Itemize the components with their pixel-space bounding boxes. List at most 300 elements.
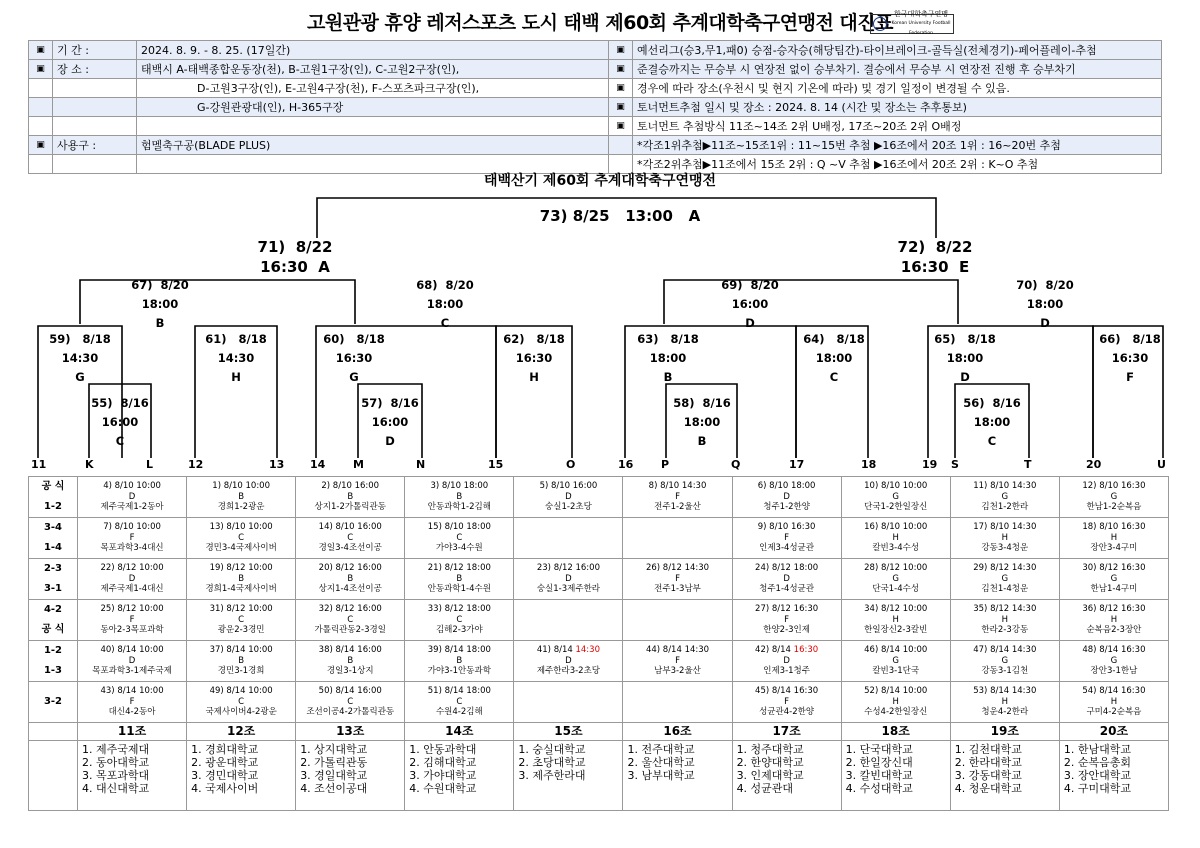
round-label-text: 1-3 — [43, 665, 63, 676]
match-cell — [1059, 641, 1168, 682]
slot-label: O — [566, 458, 576, 471]
match-info: 46) 8/14 10:00 — [864, 645, 928, 656]
match-teams: 청주1-4성균관 — [759, 584, 815, 595]
match-teams: 장안3-4구미 — [1090, 543, 1138, 554]
match-teams: 안동과학1-4수원 — [427, 584, 491, 595]
match-64-label: 64) 8/18 18:00 C — [803, 332, 865, 384]
match-teams: 강동3-1김천 — [981, 666, 1029, 677]
match-info: 53) 8/14 14:30 — [973, 686, 1037, 697]
match-teams: 조선이공4-2가톨릭관동 — [306, 707, 395, 718]
match-cell — [78, 682, 187, 723]
match-venue: H — [1110, 532, 1118, 543]
match-venue: B — [347, 491, 354, 502]
group-teams — [514, 741, 623, 811]
match-venue: F — [129, 696, 135, 707]
match-teams: 경일3-4조선이공 — [318, 543, 382, 554]
match-57-label: 57) 8/16 16:00 D — [361, 396, 419, 448]
match-time-highlight: 16:30 — [793, 645, 819, 656]
team-name: 2. 가톨릭관동 — [300, 756, 368, 769]
match-venue: F — [129, 614, 135, 625]
slot-label: T — [1024, 458, 1032, 471]
match-58-label: 58) 8/16 18:00 B — [673, 396, 731, 448]
match-56-label: 56) 8/16 18:00 C — [963, 396, 1021, 448]
team-name: 2. 한일장신대 — [845, 756, 913, 769]
match-teams: 장안3-1한남 — [1090, 666, 1138, 677]
match-teams: 칼빈3-4수성 — [872, 543, 920, 554]
match-cell — [1059, 600, 1168, 641]
group-header: 19조 — [950, 723, 1059, 741]
match-cell — [78, 477, 187, 518]
match-venue: D — [565, 491, 572, 502]
group-teams — [623, 741, 732, 811]
match-teams: 단국1-2한일장신 — [864, 502, 928, 513]
team-name: 1. 김천대학교 — [954, 743, 1022, 756]
round-label — [29, 682, 78, 723]
group-header: 16조 — [623, 723, 732, 741]
round-label-text: 4-2 — [43, 604, 63, 615]
match-cell — [732, 477, 841, 518]
match-cell — [514, 559, 623, 600]
match-info: 7) 8/10 10:00 — [103, 522, 161, 533]
match-cell — [732, 600, 841, 641]
match-cell — [405, 518, 514, 559]
match-info: 9) 8/10 16:30 — [757, 522, 816, 533]
team-name: 2. 초당대학교 — [518, 756, 586, 769]
match-cell — [1059, 559, 1168, 600]
match-number-date: 41) 8/14 — [536, 645, 576, 656]
match-teams: 수원4-2김해 — [435, 707, 483, 718]
match-cell — [296, 682, 405, 723]
team-name: 1. 상지대학교 — [300, 743, 368, 756]
match-teams: 칼빈3-1단국 — [872, 666, 920, 677]
match-teams: 인제3-4성균관 — [759, 543, 815, 554]
group-header: 14조 — [405, 723, 514, 741]
match-venue: F — [784, 532, 790, 543]
schedule-row — [29, 682, 1169, 723]
slot-label: 20 — [1086, 458, 1102, 471]
group-teams — [78, 741, 187, 811]
match-teams: 대신4-2동아 — [108, 707, 156, 718]
match-info: 17) 8/10 14:30 — [973, 522, 1037, 533]
group-teams — [1059, 741, 1168, 811]
match-cell — [514, 477, 623, 518]
match-venue: H — [1110, 614, 1118, 625]
bullet: ▣ — [609, 60, 633, 79]
match-venue: D — [565, 573, 572, 584]
match-cell — [514, 641, 623, 682]
round-label — [29, 600, 78, 641]
match-teams: 한일장신2-3칼빈 — [864, 625, 928, 636]
match-venue: B — [456, 491, 463, 502]
match-teams: 제주한라3-2초당 — [536, 666, 600, 677]
group-teams — [187, 741, 296, 811]
match-venue: F — [675, 573, 680, 584]
bullet: ▣ — [609, 79, 633, 98]
match-cell — [296, 477, 405, 518]
match-info: 21) 8/12 18:00 — [427, 563, 491, 574]
match-info: 34) 8/12 10:00 — [864, 604, 928, 615]
match-65-label: 65) 8/18 18:00 D — [934, 332, 996, 384]
match-teams: 목포과학3-1제주국제 — [92, 666, 172, 677]
team-name: 2. 동아대학교 — [82, 756, 150, 769]
match-venue: H — [1110, 696, 1118, 707]
slot-label: 18 — [861, 458, 877, 471]
group-header: 12조 — [187, 723, 296, 741]
round-label-text: 3-2 — [43, 696, 63, 707]
match-cell — [78, 600, 187, 641]
match-venue: C — [238, 614, 245, 625]
ball-label: 사용구 : — [53, 136, 137, 155]
slot-label: S — [951, 458, 959, 471]
match-venue: B — [456, 655, 463, 666]
bullet: ▣ — [609, 98, 633, 117]
match-venue: G — [892, 573, 899, 584]
match-info: 26) 8/12 14:30 — [645, 563, 710, 574]
match-info: 38) 8/14 16:00 — [318, 645, 382, 656]
round-label — [29, 559, 78, 600]
group-teams — [405, 741, 514, 811]
match-info: 40) 8/14 10:00 — [100, 645, 164, 656]
group-header: 20조 — [1059, 723, 1168, 741]
match-info: 6) 8/10 18:00 — [757, 481, 816, 492]
team-name: 4. 국제사이버 — [191, 782, 259, 795]
match-venue: G — [892, 491, 899, 502]
match-venue: B — [456, 573, 463, 584]
schedule-row — [29, 477, 1169, 518]
team-name: 4. 구미대학교 — [1063, 782, 1131, 795]
team-name: 4. 청운대학교 — [954, 782, 1022, 795]
venue-line-1: 태백시 A-태백종합운동장(천), B-고원1구장(인), C-고원2구장(인), — [137, 60, 609, 79]
match-cell — [841, 559, 950, 600]
match-cell — [405, 559, 514, 600]
match-cell — [841, 600, 950, 641]
page-title: 고원관광 휴양 레저스포츠 도시 태백 제60회 추계대학축구연맹전 대진표 — [306, 12, 893, 34]
match-info: 37) 8/14 10:00 — [209, 645, 273, 656]
match-info: 1) 8/10 10:00 — [212, 481, 270, 492]
match-60-label: 60) 8/18 16:30 G — [323, 332, 385, 384]
round-label-text: 2-3 — [43, 563, 63, 574]
match-info: 23) 8/12 16:00 — [536, 563, 600, 574]
team-name: 3. 장안대학교 — [1063, 769, 1131, 782]
match-teams: 김천1-4청운 — [981, 584, 1029, 595]
match-cell — [187, 682, 296, 723]
slot-label: U — [1157, 458, 1166, 471]
team-name: 4. 대신대학교 — [82, 782, 150, 795]
bullet: ▣ — [29, 60, 53, 79]
team-name: 1. 제주국제대 — [82, 743, 150, 756]
team-name: 4. 조선이공대 — [300, 782, 368, 795]
match-info: 49) 8/14 10:00 — [209, 686, 273, 697]
match-venue: D — [565, 655, 572, 666]
match-info: 32) 8/12 16:00 — [318, 604, 382, 615]
match-cell — [841, 518, 950, 559]
match-venue: B — [347, 573, 354, 584]
match-cell — [405, 641, 514, 682]
match-teams: 강동3-4청운 — [981, 543, 1029, 554]
team-name: 1. 경희대학교 — [191, 743, 259, 756]
slot-label: N — [416, 458, 426, 471]
match-teams: 가톨릭관동2-3경일 — [314, 625, 386, 636]
match-cell — [1059, 518, 1168, 559]
match-teams: 한양2-3인제 — [763, 625, 810, 636]
match-67-label: 67) 8/20 18:00 B — [131, 278, 189, 330]
match-teams: 한남1-2순복음 — [1086, 502, 1142, 513]
team-name: 1. 전주대학교 — [627, 743, 695, 756]
slot-label: 13 — [269, 458, 285, 471]
venue-line-3: G-강원관광대(인), H-365구장 — [137, 98, 609, 117]
match-info: 27) 8/12 16:30 — [755, 604, 819, 615]
match-teams: 경일3-1상지 — [326, 666, 374, 677]
match-venue: H — [892, 532, 899, 543]
match-teams: 가야3-1안동과학 — [427, 666, 491, 677]
match-72-label: 72) 8/22 16:30 E — [897, 238, 973, 276]
match-68-label: 68) 8/20 18:00 C — [416, 278, 474, 330]
match-venue: B — [238, 491, 245, 502]
team-name: 3. 목포과학대 — [82, 769, 150, 782]
match-cell — [405, 682, 514, 723]
rule-1: 예선리그(승3,무1,패0) 승점-승자승(해당팀간)-타이브레이크-골득실(전체경기)-페어플레이-추첨 — [633, 41, 1162, 60]
match-venue: C — [347, 614, 354, 625]
match-teams: 제주국제1-2동아 — [100, 502, 164, 513]
match-cell — [187, 641, 296, 682]
match-venue: D — [128, 491, 136, 502]
match-venue: C — [456, 696, 463, 707]
match-73-label: 73) 8/25 13:00 A — [539, 207, 701, 225]
team-name: 3. 가야대학교 — [409, 769, 477, 782]
match-venue: D — [128, 573, 136, 584]
match-63-label: 63) 8/18 18:00 B — [637, 332, 699, 384]
rule-7: *각조2위추첨▶11조에서 15조 2위 : Q ~V 추첨 ▶16조에서 20조 2위 : K~O 추첨 — [633, 155, 1162, 174]
rule-6: *각조1위추첨▶11조~15조1위 : 11~15번 추첨 ▶16조에서 20조 1위 : 16~20번 추첨 — [633, 136, 1162, 155]
match-teams: 상지1-4조선이공 — [318, 584, 382, 595]
match-info: 29) 8/12 14:30 — [973, 563, 1037, 574]
team-name: 2. 순복음총회 — [1063, 756, 1131, 769]
match-71-label: 71) 8/22 16:30 A — [257, 238, 333, 276]
match-venue: C — [456, 532, 463, 543]
match-teams: 동아2-3목포과학 — [100, 625, 164, 636]
match-venue: H — [1001, 696, 1008, 707]
team-name: 2. 한라대학교 — [954, 756, 1022, 769]
match-venue: H — [892, 696, 899, 707]
bullet: ▣ — [29, 41, 53, 60]
match-info: 13) 8/10 10:00 — [209, 522, 273, 533]
round-label-text: 1-2 — [43, 501, 63, 512]
match-teams: 목포과학3-4대신 — [100, 543, 164, 554]
match-info: 5) 8/10 16:00 — [539, 481, 598, 492]
match-venue: H — [1001, 532, 1008, 543]
round-label-text: 공 식 — [41, 624, 65, 635]
match-cell — [623, 559, 732, 600]
match-info: 51) 8/14 18:00 — [427, 686, 491, 697]
group-header: 11조 — [78, 723, 187, 741]
slot-label: L — [146, 458, 154, 471]
match-teams: 청운4-2한라 — [981, 707, 1029, 718]
match-info: 18) 8/10 16:30 — [1082, 522, 1146, 533]
team-name: 1. 숭실대학교 — [518, 743, 586, 756]
match-teams: 전주1-2울산 — [654, 502, 701, 513]
match-number-date: 42) 8/14 — [755, 645, 794, 656]
match-cell — [78, 518, 187, 559]
schedule-row — [29, 641, 1169, 682]
team-name: 2. 한양대학교 — [736, 756, 804, 769]
group-header: 18조 — [841, 723, 950, 741]
slot-label: 15 — [488, 458, 504, 471]
round-label-text: 3-1 — [43, 583, 63, 594]
team-name: 1. 청주대학교 — [736, 743, 804, 756]
group-header-row — [29, 723, 1169, 741]
match-info: 16) 8/10 10:00 — [864, 522, 928, 533]
schedule-table — [28, 476, 1169, 811]
team-name: 3. 경민대학교 — [191, 769, 259, 782]
match-venue: C — [456, 614, 463, 625]
round-label-text: 3-4 — [43, 522, 63, 533]
match-cell — [514, 682, 623, 723]
match-venue: G — [1110, 573, 1118, 584]
team-name: 3. 남부대학교 — [627, 769, 695, 782]
slot-label: 11 — [31, 458, 47, 471]
match-cell — [950, 600, 1059, 641]
match-cell — [514, 518, 623, 559]
match-55-label: 55) 8/16 16:00 C — [91, 396, 149, 448]
match-venue: F — [675, 491, 680, 502]
round-label — [29, 641, 78, 682]
match-teams: 숭실1-2초당 — [545, 502, 592, 513]
match-info: 11) 8/10 14:30 — [973, 481, 1037, 492]
match-teams: 상지1-2가톨릭관동 — [314, 502, 386, 513]
match-teams: 한라2-3강동 — [981, 625, 1029, 636]
rule-2: 준결승까지는 무승부 시 연장전 없이 승부차기. 결승에서 무승부 시 연장전 진행 후 승부차기 — [633, 60, 1162, 79]
logo-text-ko: 한국대학축구연맹 — [893, 10, 949, 18]
match-cell — [950, 518, 1059, 559]
match-cell — [950, 682, 1059, 723]
match-cell — [78, 641, 187, 682]
match-info: 20) 8/12 16:00 — [318, 563, 382, 574]
slot-label: 14 — [310, 458, 326, 471]
rule-5: 토너먼트 추첨방식 11조~14조 2위 U배정, 17조~20조 2위 O배정 — [633, 117, 1162, 136]
match-teams: 가야3-4수원 — [435, 543, 483, 554]
match-venue: G — [1001, 573, 1009, 584]
match-info: 3) 8/10 18:00 — [430, 481, 489, 492]
match-info: 2) 8/10 16:00 — [321, 481, 380, 492]
slot-label: K — [85, 458, 94, 471]
match-venue: D — [128, 655, 136, 666]
match-cell — [514, 600, 623, 641]
match-teams: 경민3-1경희 — [217, 666, 265, 677]
match-cell — [296, 559, 405, 600]
match-info: 22) 8/12 10:00 — [100, 563, 164, 574]
group-header: 15조 — [514, 723, 623, 741]
match-info: 4) 8/10 10:00 — [103, 481, 161, 492]
match-venue: C — [238, 532, 245, 543]
match-cell — [623, 682, 732, 723]
match-venue: F — [675, 655, 680, 666]
team-name: 3. 제주한라대 — [518, 769, 586, 782]
match-teams: 청주1-2한양 — [763, 502, 810, 513]
match-teams: 성균관4-2한양 — [759, 707, 815, 718]
match-61-label: 61) 8/18 14:30 H — [205, 332, 267, 384]
match-venue: C — [347, 532, 354, 543]
match-info: 50) 8/14 16:00 — [318, 686, 382, 697]
match-info: 35) 8/12 14:30 — [973, 604, 1037, 615]
bullet: ▣ — [29, 136, 53, 155]
match-cell — [296, 518, 405, 559]
match-teams: 제주국제1-4대신 — [100, 584, 164, 595]
match-info — [514, 645, 622, 656]
rule-3: 경우에 따라 장소(우천시 및 현지 기온에 따라) 및 경기 일정이 변경될 수 있음. — [633, 79, 1162, 98]
match-teams: 경희1-2광운 — [217, 502, 265, 513]
team-name: 1. 안동과학대 — [409, 743, 477, 756]
match-info: 25) 8/12 10:00 — [100, 604, 164, 615]
match-venue: D — [783, 573, 790, 584]
match-venue: G — [1110, 491, 1118, 502]
match-venue: F — [784, 696, 790, 707]
match-cell — [732, 682, 841, 723]
match-info: 10) 8/10 10:00 — [864, 481, 928, 492]
match-teams: 광운2-3경민 — [217, 625, 265, 636]
team-name: 3. 강동대학교 — [954, 769, 1022, 782]
match-info: 8) 8/10 14:30 — [648, 481, 707, 492]
logo-text-en: Korean University Football Federation — [891, 21, 951, 36]
match-cell — [1059, 682, 1168, 723]
group-header: 13조 — [296, 723, 405, 741]
match-teams: 김해2-3가야 — [435, 625, 483, 636]
match-teams: 순복음2-3장안 — [1086, 625, 1142, 636]
match-cell — [950, 641, 1059, 682]
group-teams — [841, 741, 950, 811]
match-venue: B — [238, 573, 245, 584]
period-value: 2024. 8. 9. - 8. 25. (17일간) — [137, 41, 609, 60]
match-venue: B — [347, 655, 354, 666]
match-62-label: 62) 8/18 16:30 H — [503, 332, 565, 384]
team-name: 1. 한남대학교 — [1063, 743, 1131, 756]
team-name: 3. 칼빈대학교 — [845, 769, 913, 782]
match-cell — [950, 477, 1059, 518]
match-teams: 한남1-4구미 — [1090, 584, 1138, 595]
match-69-label: 69) 8/20 16:00 D — [721, 278, 779, 330]
bracket-title: 태백산기 제60회 추계대학축구연맹전 — [483, 173, 717, 189]
group-teams — [950, 741, 1059, 811]
match-cell — [405, 600, 514, 641]
match-teams: 김천1-2한라 — [981, 502, 1029, 513]
match-info: 19) 8/12 10:00 — [209, 563, 273, 574]
match-venue: G — [1001, 491, 1009, 502]
team-name: 4. 수원대학교 — [409, 782, 477, 795]
team-name: 2. 울산대학교 — [627, 756, 695, 769]
team-name: 4. 성균관대 — [736, 782, 794, 795]
venue-label: 장 소 : — [53, 60, 137, 79]
round-label-text: 공 식 — [41, 481, 65, 492]
team-name: 3. 경일대학교 — [300, 769, 368, 782]
schedule-row — [29, 600, 1169, 641]
match-info: 48) 8/14 16:30 — [1082, 645, 1146, 656]
schedule-row — [29, 559, 1169, 600]
match-cell — [187, 559, 296, 600]
match-info: 15) 8/10 18:00 — [427, 522, 491, 533]
group-header: 17조 — [732, 723, 841, 741]
rule-4: 토너먼트추첨 일시 및 장소 : 2024. 8. 14 (시간 및 장소는 추후통보) — [633, 98, 1162, 117]
match-cell — [187, 477, 296, 518]
match-info: 44) 8/14 14:30 — [645, 645, 710, 656]
slot-label: 19 — [922, 458, 938, 471]
match-venue: G — [1001, 655, 1009, 666]
match-cell — [841, 682, 950, 723]
match-info: 45) 8/14 16:30 — [755, 686, 819, 697]
group-teams — [732, 741, 841, 811]
match-info: 54) 8/14 16:30 — [1082, 686, 1146, 697]
match-teams: 남부3-2울산 — [654, 666, 701, 677]
match-teams: 수성4-2한일장신 — [864, 707, 928, 718]
match-info: 39) 8/14 18:00 — [427, 645, 491, 656]
